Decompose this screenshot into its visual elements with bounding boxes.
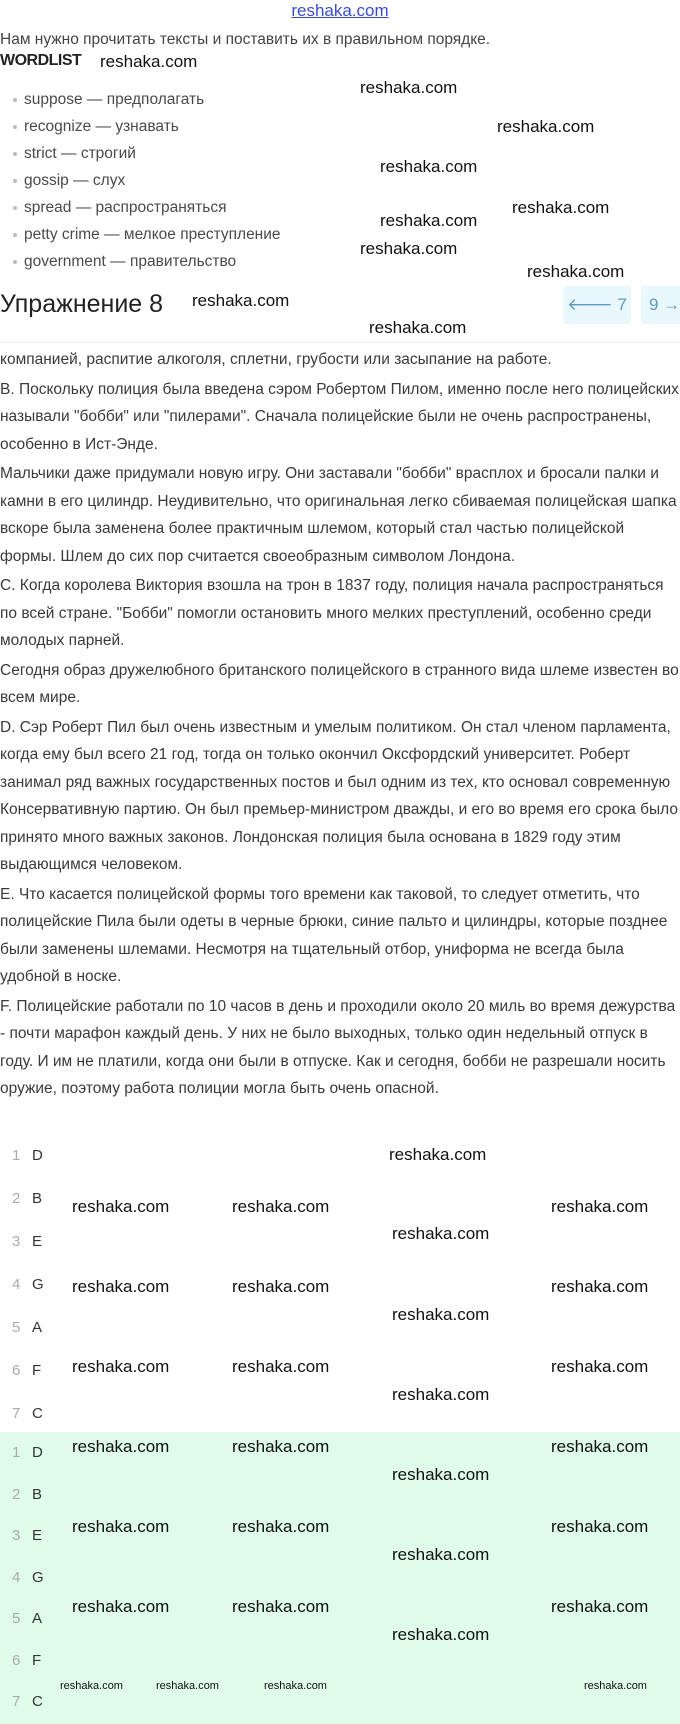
watermark: reshaka.com bbox=[60, 1680, 123, 1692]
answer-list-highlighted bbox=[0, 1432, 680, 1724]
wordlist-item bbox=[0, 248, 281, 275]
watermark: reshaka.com bbox=[551, 1517, 649, 1536]
answer-row bbox=[0, 1392, 680, 1435]
answer-row bbox=[0, 1432, 680, 1474]
wordlist-item-text: strict — строгий bbox=[24, 145, 136, 162]
answer-row bbox=[0, 1263, 680, 1306]
answer-letter: D bbox=[32, 1147, 43, 1164]
answer-row bbox=[0, 1177, 680, 1220]
wordlist-item bbox=[0, 167, 281, 194]
paragraph: Сегодня образ дружелюбного британского полицейского в странного вида шлеме известен во всем мире. bbox=[0, 661, 679, 706]
answer-number: 1 bbox=[12, 1444, 21, 1461]
watermark: reshaka.com bbox=[392, 1465, 490, 1484]
watermark: reshaka.com bbox=[232, 1597, 330, 1616]
watermark: reshaka.com bbox=[512, 198, 610, 217]
watermark: reshaka.com bbox=[72, 1597, 170, 1616]
wordlist bbox=[0, 86, 281, 275]
paragraph: B. Поскольку полиция была введена сэром Робертом Пилом, именно после него полицейских называли "бобби" или "пилерами". Сначала полицейские были не очень распространены, особенно в Ист-Энде. bbox=[0, 380, 679, 453]
bullet-icon bbox=[13, 233, 17, 237]
answer-number: 7 bbox=[12, 1405, 21, 1422]
wordlist-item bbox=[0, 221, 281, 248]
answer-number: 6 bbox=[12, 1651, 21, 1669]
wordlist-item-text: petty crime — мелкое преступление bbox=[24, 226, 281, 243]
bullet-icon bbox=[13, 125, 17, 129]
watermark: reshaka.com bbox=[72, 1437, 170, 1456]
exercise-title: Упражнение 8 bbox=[0, 290, 164, 318]
answer-letter: F bbox=[32, 1651, 42, 1669]
watermark: reshaka.com bbox=[551, 1277, 649, 1296]
answer-number: 5 bbox=[12, 1319, 21, 1336]
answer-list bbox=[0, 1134, 680, 1435]
answer-letter: G bbox=[32, 1276, 44, 1293]
watermark: reshaka.com bbox=[156, 1680, 219, 1692]
watermark: reshaka.com bbox=[497, 117, 595, 136]
watermark: reshaka.com bbox=[232, 1517, 330, 1536]
watermark: reshaka.com bbox=[392, 1385, 490, 1404]
site-title-link[interactable]: reshaka.com bbox=[291, 1, 389, 20]
answer-number: 4 bbox=[12, 1568, 21, 1586]
answer-row bbox=[0, 1349, 680, 1392]
wordlist-heading: WORDLIST bbox=[0, 52, 82, 69]
answer-number: 7 bbox=[12, 1693, 21, 1710]
answer-number: 3 bbox=[12, 1527, 21, 1544]
bullet-icon bbox=[13, 152, 17, 156]
paragraph: Мальчики даже придумали новую игру. Они заставали "бобби" врасплох и бросали палки и камни в его цилиндр. Неудивительно, что оригинальная легко сбиваемая полицейская шапка вскоре была заменена более практичным шлемом, который стал частью полицейской формы. Шлем до сих пор считается своеобразным символом Лондона. bbox=[0, 465, 677, 565]
watermark: reshaka.com bbox=[192, 291, 290, 310]
watermark: reshaka.com bbox=[264, 1680, 327, 1692]
answer-number: 6 bbox=[12, 1362, 21, 1379]
answer-letter: A bbox=[32, 1319, 43, 1336]
answer-row bbox=[0, 1681, 680, 1723]
paragraph: компанией, распитие алкоголя, сплетни, грубости или засыпание на работе. bbox=[0, 351, 552, 368]
answer-letter: E bbox=[32, 1527, 43, 1544]
wordlist-item bbox=[0, 194, 281, 221]
answer-letter: E bbox=[32, 1233, 43, 1250]
watermark: reshaka.com bbox=[392, 1625, 490, 1644]
answer-number: 2 bbox=[12, 1190, 21, 1207]
wordlist-item-text: suppose — предполагать bbox=[24, 91, 205, 108]
watermark: reshaka.com bbox=[232, 1197, 330, 1216]
wordlist-item-text: spread — распространяться bbox=[24, 199, 227, 216]
answer-row bbox=[0, 1557, 680, 1599]
watermark: reshaka.com bbox=[72, 1277, 170, 1296]
watermark: reshaka.com bbox=[232, 1277, 330, 1296]
watermark: reshaka.com bbox=[369, 318, 467, 337]
answer-number: 2 bbox=[12, 1485, 21, 1503]
watermark: reshaka.com bbox=[232, 1437, 330, 1456]
watermark: reshaka.com bbox=[360, 78, 458, 97]
intro-text: Нам нужно прочитать тексты и поставить их в правильном порядке. bbox=[0, 31, 491, 48]
watermark: reshaka.com bbox=[389, 1145, 487, 1164]
watermark: reshaka.com bbox=[584, 1680, 647, 1692]
watermark: reshaka.com bbox=[551, 1197, 649, 1216]
bullet-icon bbox=[13, 206, 17, 210]
watermark: reshaka.com bbox=[551, 1597, 649, 1616]
answer-letter: B bbox=[32, 1485, 43, 1503]
divider bbox=[0, 342, 680, 343]
paragraph: F. Полицейские работали по 10 часов в день и проходили около 20 миль во время дежурства - почти марафон каждый день. У них не было выходных, только один недельный отпуск в году. И им не платили, когда они были в отпуске. Как и сегодня, бобби не разрешали носить оружие, поэтому работа полиции могла быть очень опасной. bbox=[0, 997, 676, 1097]
answer-letter: D bbox=[32, 1444, 43, 1461]
watermark: reshaka.com bbox=[392, 1545, 490, 1564]
bullet-icon bbox=[13, 260, 17, 264]
bullet-icon bbox=[13, 179, 17, 183]
answer-number: 4 bbox=[12, 1276, 21, 1293]
watermark: reshaka.com bbox=[72, 1357, 170, 1376]
watermark: reshaka.com bbox=[380, 157, 478, 176]
answer-row bbox=[0, 1134, 680, 1177]
bullet-icon bbox=[13, 98, 17, 102]
answer-letter: C bbox=[32, 1693, 43, 1710]
watermark: reshaka.com bbox=[100, 52, 198, 71]
answer-row bbox=[0, 1598, 680, 1640]
paragraph: E. Что касается полицейской формы того времени как таковой, то следует отметить, что полицейские Пила были одеты в черные брюки, синие пальто и цилиндры, которые позднее были заменены шлемами. Несмотря на тщательный отбор, униформа не всегда была удобной в носке. bbox=[0, 885, 668, 985]
answer-letter: B bbox=[32, 1190, 43, 1207]
wordlist-item-text: gossip — слух bbox=[24, 172, 126, 189]
next-exercise-button[interactable]: 9 → bbox=[641, 286, 680, 324]
answer-row bbox=[0, 1640, 680, 1682]
answer-row bbox=[0, 1474, 680, 1516]
answer-number: 1 bbox=[12, 1147, 21, 1164]
wordlist-item bbox=[0, 113, 281, 140]
answer-row bbox=[0, 1306, 680, 1349]
wordlist-item bbox=[0, 140, 281, 167]
watermark: reshaka.com bbox=[392, 1224, 490, 1243]
wordlist-item-text: recognize — узнавать bbox=[24, 118, 179, 135]
answer-letter: F bbox=[32, 1362, 42, 1379]
watermark: reshaka.com bbox=[72, 1517, 170, 1536]
watermark: reshaka.com bbox=[72, 1197, 170, 1216]
wordlist-item bbox=[0, 86, 281, 113]
answer-number: 5 bbox=[12, 1610, 21, 1627]
answer-row bbox=[0, 1220, 680, 1263]
paragraph: D. Сэр Роберт Пил был очень известным и умелым политиком. Он стал членом парламента, когда ему был всего 21 год, тогда он только окончил Оксфордский университет. Роберт занимал ряд важных государственных постов и был одним из тех, кто основал современную Консервативную партию. Он был премьер-министром дважды, и его во время его срока было принято много важных законов. Лондонская полиция была основана в 1829 году этим выдающимся человеком. bbox=[0, 718, 678, 873]
watermark: reshaka.com bbox=[392, 1305, 490, 1324]
watermark: reshaka.com bbox=[551, 1357, 649, 1376]
watermark: reshaka.com bbox=[527, 262, 625, 281]
paragraph: C. Когда королева Виктория взошла на трон в 1837 году, полиция начала распространяться по всей стране. "Бобби" помогли остановить много мелких преступлений, особенно среди молодых парней. bbox=[0, 577, 664, 649]
answer-number: 3 bbox=[12, 1233, 21, 1250]
answer-letter: A bbox=[32, 1610, 43, 1627]
watermark: reshaka.com bbox=[360, 239, 458, 258]
watermark: reshaka.com bbox=[551, 1437, 649, 1456]
exercise-text-scroll[interactable] bbox=[0, 346, 680, 1133]
watermark: reshaka.com bbox=[232, 1357, 330, 1376]
watermark: reshaka.com bbox=[380, 211, 478, 230]
answer-row bbox=[0, 1515, 680, 1557]
answer-letter: G bbox=[32, 1568, 44, 1586]
wordlist-item-text: government — правительство bbox=[24, 253, 237, 270]
prev-exercise-button[interactable]: 🡐 7 bbox=[563, 286, 631, 324]
answer-letter: C bbox=[32, 1405, 43, 1422]
